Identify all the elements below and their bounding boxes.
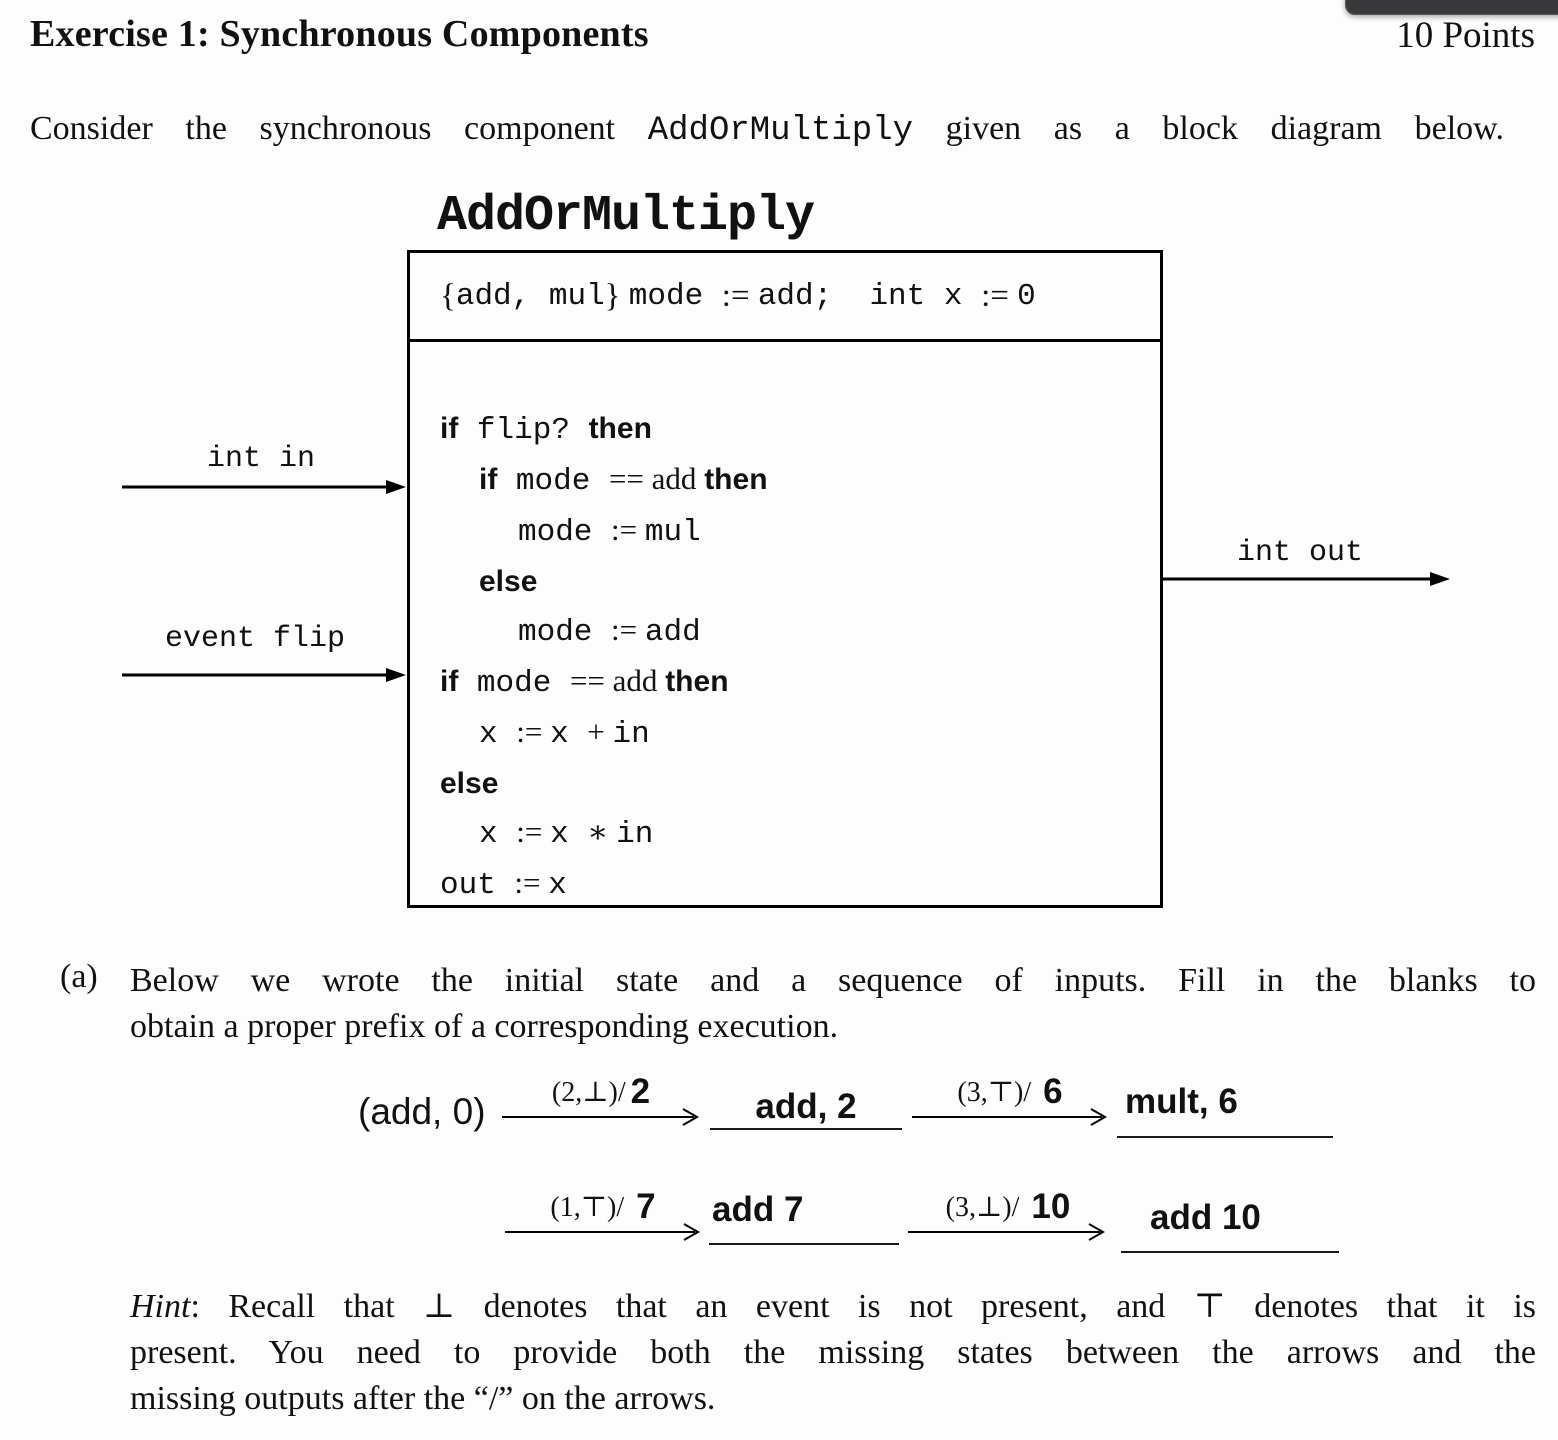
output-arrow bbox=[1160, 569, 1452, 589]
trace-blank3-line bbox=[709, 1243, 899, 1245]
code-line bbox=[440, 759, 1160, 808]
component-title: AddOrMultiply bbox=[437, 188, 815, 245]
code-line bbox=[440, 606, 1160, 657]
decl-seg: := bbox=[721, 277, 758, 314]
code-seg: out bbox=[440, 868, 515, 903]
keyword: if bbox=[479, 463, 498, 496]
trace-blank2-answer: mult, 6 bbox=[1125, 1082, 1238, 1121]
component-block bbox=[407, 250, 1163, 908]
math-seg: + bbox=[587, 714, 613, 749]
part-a-text bbox=[130, 958, 1536, 1050]
decl-seg: 0 bbox=[1017, 278, 1036, 314]
decl-seg: := bbox=[981, 277, 1018, 314]
code-line bbox=[440, 708, 1160, 759]
trace-blank2-line bbox=[1117, 1136, 1333, 1138]
hint-label: Hint bbox=[130, 1288, 191, 1325]
decl-seg: add; bbox=[757, 278, 870, 314]
code-seg: flip? bbox=[458, 413, 589, 448]
part-a-line1: Below we wrote the initial state and a sequence of inputs. Fill in the blanks to bbox=[130, 962, 1536, 999]
code-seg: in bbox=[616, 817, 654, 852]
code-line bbox=[440, 455, 1160, 506]
trace-step1-label bbox=[502, 1074, 700, 1109]
input-flip-label: event flip bbox=[165, 622, 346, 656]
trace-step4-arrow bbox=[908, 1221, 1108, 1243]
trace-step3-label bbox=[505, 1189, 701, 1224]
code-line bbox=[440, 657, 1160, 708]
hint-line1-rest: : Recall that ⊥ denotes that an event is not present, and ⊤ denotes that it is bbox=[190, 1288, 1536, 1325]
hint-line3: missing outputs after the “/” on the arrows. bbox=[130, 1380, 716, 1417]
decl-seg: int x bbox=[869, 278, 982, 314]
code-seg: x bbox=[548, 868, 567, 903]
trace-step3-input: (1,⊤)/ bbox=[550, 1192, 632, 1223]
code-line bbox=[440, 808, 1160, 859]
math-seg: == add bbox=[608, 461, 705, 496]
intro-paragraph bbox=[30, 110, 1504, 150]
trace-blank3-answer: add 7 bbox=[712, 1190, 804, 1229]
input-in-label: int in bbox=[207, 442, 316, 476]
code-seg: add bbox=[644, 615, 701, 650]
hint-paragraph bbox=[130, 1284, 1536, 1422]
code-line bbox=[440, 557, 1160, 606]
keyword: then bbox=[665, 665, 729, 698]
component-code bbox=[410, 342, 1160, 910]
code-seg: mode bbox=[518, 515, 612, 550]
corner-overlay bbox=[1345, 0, 1558, 15]
code-seg: mode bbox=[458, 666, 570, 701]
code-seg: x bbox=[550, 717, 588, 752]
trace-step2-arrow bbox=[912, 1106, 1110, 1128]
trace-step4-label bbox=[908, 1189, 1108, 1224]
trace-step2-label bbox=[912, 1074, 1108, 1109]
code-line bbox=[440, 506, 1160, 557]
trace-blank1-answer: add, 2 bbox=[755, 1087, 857, 1126]
trace-blank4-line bbox=[1121, 1251, 1339, 1253]
trace-step3-output-answer: 7 bbox=[636, 1187, 656, 1226]
code-seg: mode bbox=[518, 615, 612, 650]
code-seg: mul bbox=[644, 515, 701, 550]
trace-step2-output-answer: 6 bbox=[1043, 1072, 1063, 1111]
decl-seg: } bbox=[604, 277, 629, 314]
trace-step4-output-answer: 10 bbox=[1031, 1187, 1071, 1226]
math-seg: == add bbox=[569, 663, 666, 698]
math-seg: := bbox=[516, 714, 551, 749]
decl-seg: { bbox=[440, 277, 456, 314]
code-line bbox=[440, 859, 1160, 910]
part-a-marker: (a) bbox=[60, 958, 98, 995]
code-seg: x bbox=[550, 817, 588, 852]
intro-text-pre: Consider the synchronous component bbox=[30, 110, 648, 147]
code-seg: x bbox=[479, 717, 517, 752]
intro-component-name: AddOrMultiply bbox=[647, 112, 913, 150]
keyword: then bbox=[588, 412, 652, 445]
code-seg: x bbox=[479, 817, 517, 852]
code-seg: in bbox=[612, 717, 650, 752]
keyword: else bbox=[479, 565, 538, 598]
math-seg: := bbox=[516, 814, 551, 849]
keyword: if bbox=[440, 412, 459, 445]
trace-step2-input: (3,⊤)/ bbox=[957, 1077, 1039, 1108]
keyword: else bbox=[440, 767, 499, 800]
points-badge: 10 Points bbox=[1396, 15, 1535, 56]
keyword: if bbox=[440, 665, 459, 698]
input-in-arrow bbox=[120, 477, 408, 497]
math-seg: := bbox=[514, 865, 549, 900]
trace-step1-output-answer: 2 bbox=[630, 1072, 651, 1111]
trace-step1-input: (2,⊥)/ bbox=[551, 1077, 626, 1108]
hint-line2: present. You need to provide both the missing states between the arrows and the bbox=[130, 1334, 1536, 1371]
trace-step4-input: (3,⊥)/ bbox=[945, 1192, 1027, 1223]
code-seg: mode bbox=[497, 464, 609, 499]
code-line bbox=[440, 404, 1160, 455]
math-seg: := bbox=[611, 612, 645, 647]
part-a-line2: obtain a proper prefix of a corresponding execution. bbox=[130, 1008, 839, 1045]
math-seg: := bbox=[611, 512, 645, 547]
trace-step3-arrow bbox=[505, 1221, 703, 1243]
intro-text-post: given as a block diagram below. bbox=[913, 110, 1504, 147]
math-seg: ∗ bbox=[587, 814, 617, 849]
state-declaration bbox=[410, 253, 1160, 342]
output-label: int out bbox=[1237, 536, 1364, 570]
trace-blank4-answer: add 10 bbox=[1150, 1198, 1261, 1237]
trace-step1-arrow bbox=[502, 1106, 702, 1128]
decl-seg: mode bbox=[628, 278, 722, 314]
hint-line1 bbox=[130, 1284, 1536, 1330]
input-flip-arrow bbox=[120, 665, 408, 685]
trace-blank1-line bbox=[710, 1128, 902, 1130]
decl-seg: add, mul bbox=[455, 278, 605, 314]
trace-initial-state: (add, 0) bbox=[358, 1091, 486, 1132]
exercise-title: Exercise 1: Synchronous Components bbox=[30, 13, 649, 55]
keyword: then bbox=[704, 463, 768, 496]
